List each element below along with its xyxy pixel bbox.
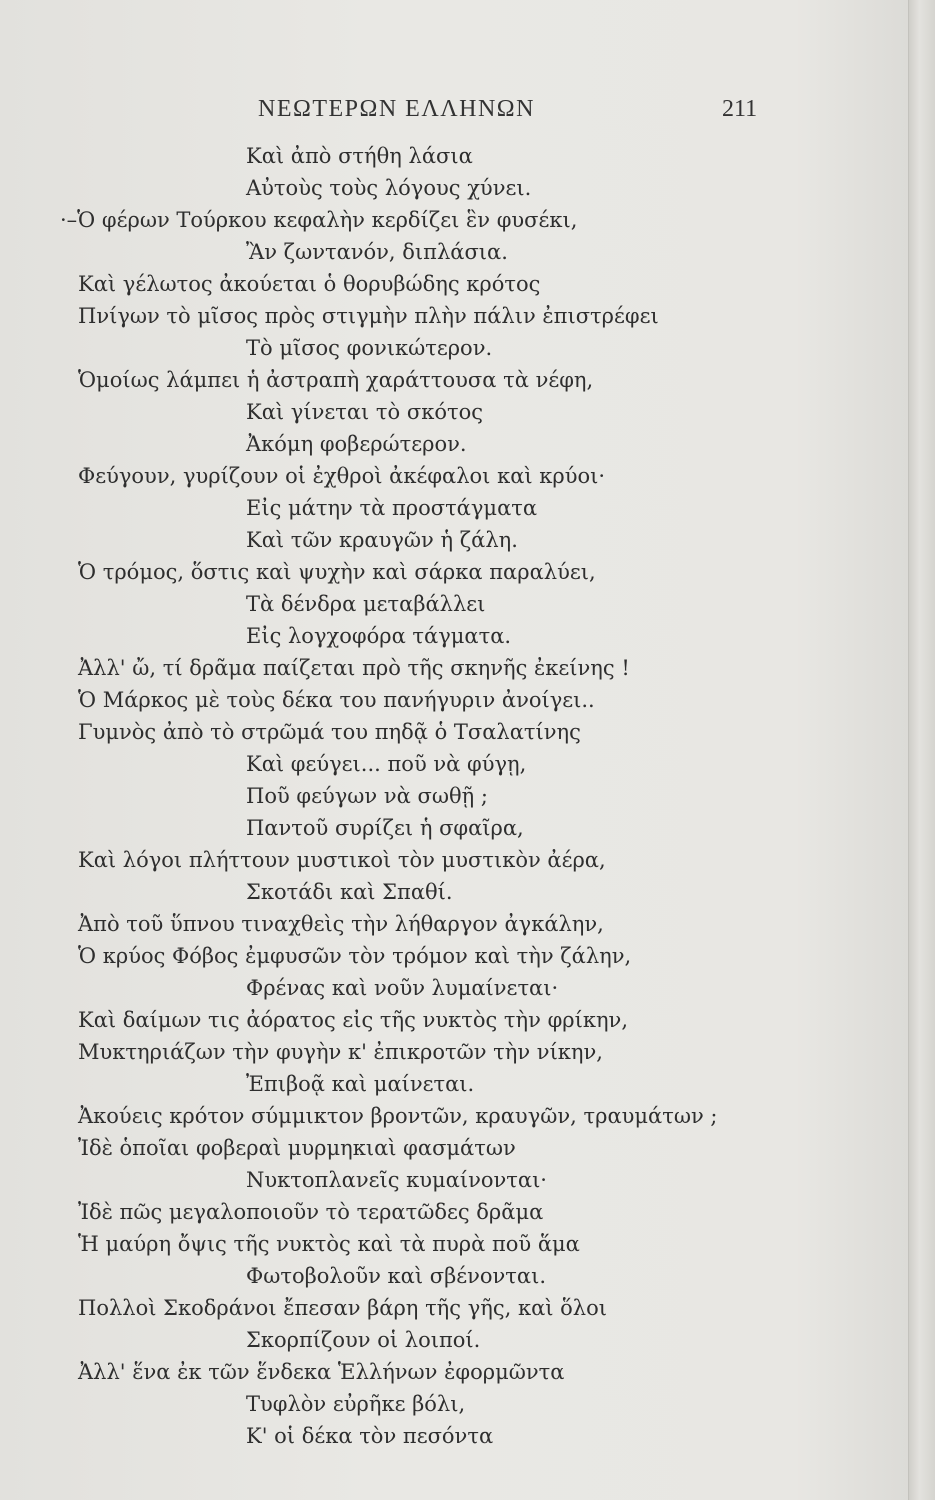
- poem-line: Καὶ δαίμων τις ἀόρατος εἰς τῆς νυκτὸς τὴν φρίκην,: [78, 1008, 628, 1032]
- poem-line: Ἀκόμη φοβερώτερον.: [246, 432, 467, 456]
- poem-line: Τὸ μῖσος φονικώτερον.: [246, 336, 493, 360]
- poem-line: Καὶ ἀπὸ στήθη λάσια: [246, 144, 473, 168]
- page-number: 211: [722, 96, 758, 122]
- poem-line: Καὶ γέλωτος ἀκούεται ὁ θορυβώδης κρότος: [78, 272, 541, 296]
- poem-line: Ἰδὲ πῶς μεγαλοποιοῦν τὸ τερατῶδες δρᾶμα: [78, 1200, 544, 1224]
- poem-line: Ποῦ φεύγων νὰ σωθῇ ;: [246, 784, 488, 808]
- poem-line: Τυφλὸν εὐρῆκε βόλι,: [246, 1392, 466, 1416]
- poem-line: Εἰς μάτην τὰ προστάγματα: [246, 496, 538, 520]
- poem-line: Καὶ λόγοι πλήττουν μυστικοὶ τὸν μυστικὸν ἀέρα,: [78, 848, 606, 872]
- poem-line: Γυμνὸς ἀπὸ τὸ στρῶμά του πηδᾷ ὁ Τσαλατίνης: [78, 720, 581, 744]
- poem-line: Αὐτοὺς τοὺς λόγους χύνει.: [246, 176, 532, 200]
- poem-line: ·–Ὁ φέρων Τούρκου κεφαλὴν κερδίζει ἓν φυσέκι,: [60, 208, 578, 232]
- poem-line: Ἰδὲ ὁποῖαι φοβεραὶ μυρμηκιαὶ φασμάτων: [78, 1136, 516, 1160]
- poem-line: Καὶ τῶν κραυγῶν ἡ ζάλη.: [246, 528, 518, 552]
- poem-line: Εἰς λογχοφόρα τάγματα.: [246, 624, 512, 648]
- running-head: ΝΕΩΤΕΡΩΝ ΕΛΛΗΝΩΝ: [258, 96, 535, 122]
- poem-line: Φεύγουν, γυρίζουν οἱ ἐχθροὶ ἀκέφαλοι καὶ κρύοι·: [78, 464, 606, 488]
- poem-line: Κ' οἱ δέκα τὸν πεσόντα: [246, 1424, 494, 1448]
- poem-line: Ἀλλ' ἕνα ἐκ τῶν ἕνδεκα Ἑλλήνων ἐφορμῶντα: [78, 1360, 565, 1384]
- poem-line: Ἀκούεις κρότον σύμμικτον βροντῶν, κραυγῶν, τραυμάτων ;: [78, 1104, 718, 1128]
- poem-line: Σκορπίζουν οἱ λοιποί.: [246, 1328, 481, 1352]
- poem-line: Φρένας καὶ νοῦν λυμαίνεται·: [246, 976, 559, 1000]
- poem-line: Ἂν ζωντανόν, διπλάσια.: [246, 240, 508, 264]
- poem-line: Παντοῦ συρίζει ἡ σφαῖρα,: [246, 816, 524, 840]
- poem-line: Πνίγων τὸ μῖσος πρὸς στιγμὴν πλὴν πάλιν ἐπιστρέφει: [78, 304, 659, 328]
- poem-line: Τὰ δένδρα μεταβάλλει: [246, 592, 486, 616]
- poem-line: Μυκτηριάζων τὴν φυγὴν κ' ἐπικροτῶν τὴν νίκην,: [78, 1040, 603, 1064]
- poem-line: Καὶ γίνεται τὸ σκότος: [246, 400, 483, 424]
- poem-line: Ἐπιβοᾷ καὶ μαίνεται.: [246, 1072, 475, 1096]
- poem-line: Νυκτοπλανεῖς κυμαίνονται·: [246, 1168, 547, 1192]
- poem-line: Καὶ φεύγει... ποῦ νὰ φύγῃ,: [246, 752, 527, 776]
- poem-line: Ἀπὸ τοῦ ὕπνου τιναχθεὶς τὴν λήθαργον ἀγκάλην,: [78, 912, 604, 936]
- page-edge: [908, 0, 935, 1500]
- poem-line: Ὁ τρόμος, ὅστις καὶ ψυχὴν καὶ σάρκα παραλύει,: [78, 560, 596, 584]
- poem-line: Ὁμοίως λάμπει ἡ ἀστραπὴ χαράττουσα τὰ νέφη,: [78, 368, 594, 392]
- poem-line: Σκοτάδι καὶ Σπαθί.: [246, 880, 453, 904]
- poem-line: Ἡ μαύρη ὄψις τῆς νυκτὸς καὶ τὰ πυρὰ ποῦ ἅμα: [78, 1232, 580, 1256]
- poem-line: Πολλοὶ Σκοδράνοι ἔπεσαν βάρη τῆς γῆς, καὶ ὅλοι: [78, 1296, 607, 1320]
- poem-line: Ἀλλ' ὤ, τί δρᾶμα παίζεται πρὸ τῆς σκηνῆς ἐκείνης !: [78, 656, 630, 680]
- poem-line: Φωτοβολοῦν καὶ σβένονται.: [246, 1264, 546, 1288]
- poem-line: Ὁ κρύος Φόβος ἐμφυσῶν τὸν τρόμον καὶ τὴν ζάλην,: [78, 944, 632, 968]
- poem-line: Ὁ Μάρκος μὲ τοὺς δέκα του πανήγυριν ἀνοίγει..: [78, 688, 595, 712]
